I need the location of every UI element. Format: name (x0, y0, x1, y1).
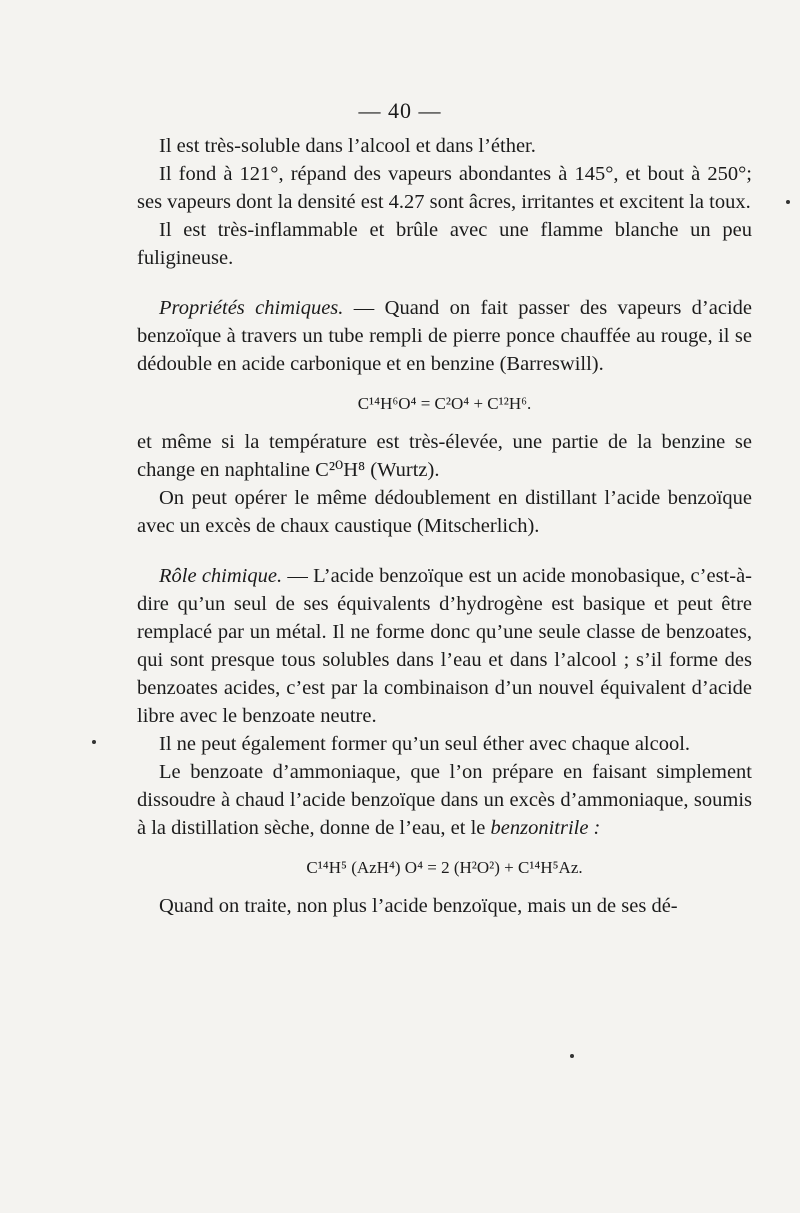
benzonitrile-term: benzonitrile : (490, 817, 601, 839)
paragraph-flammability: Il est très-inflammable et brûle avec une flamme blanche un peu fuligineuse. (137, 219, 752, 269)
ammonium-benzoate-text: Le benzoate d’ammoniaque, que l’on prépare en faisant simplement dissoudre à chaud l’acide benzoïque dans un excès d’ammoniaque, soumis à la distillation sèche, donne de l’eau, et le (137, 761, 752, 839)
paragraph-ether: Il ne peut également former qu’un seul éther avec chaque alcool. (159, 733, 691, 755)
print-speck (92, 740, 96, 744)
heading-chemical-role: Rôle chimique. (159, 565, 283, 587)
page-number: — 40 — (358, 98, 442, 123)
paragraph-lime: On peut opérer le même dédoublement en distillant l’acide benzoïque avec un excès de chaux caustique (Mitscherlich). (137, 487, 752, 537)
paragraph-naphthalene: et même si la température est très-élevée, une partie de la benzine se change en naphtaline C²⁰H⁸ (Wurtz). (137, 431, 752, 481)
paragraph-chemical-role (137, 562, 752, 730)
paragraph-melting: Il fond à 121°, répand des vapeurs abondantes à 145°, et bout à 250°; ses vapeurs dont la densité est 4.27 sont âcres, irritantes et excitent la toux. (137, 163, 752, 213)
paragraph-chemical-properties (137, 294, 752, 378)
chemical-properties-text: — Quand on fait passer des vapeurs d’acide benzoïque à travers un tube rempli de pierre ponce chauffée au rouge, il se dédouble en acide carbonique et en benzine (Barreswill). (137, 297, 752, 375)
formula-decomposition: C¹⁴H⁶O⁴ = C²O⁴ + C¹²H⁶. (357, 394, 532, 413)
chemical-role-text: — L’acide benzoïque est un acide monobasique, c’est-à-dire qu’un seul de ses équivalents d’hydrogène est basique et peut être remplacé par un métal. Il ne forme donc qu’une seule classe de benzoates, qui sont presque tous solubles dans l’eau et dans l’alcool ; s’il forme des benzoates acides, c’est par la combinaison d’un nouvel équivalent d’acide libre avec le benzoate neutre. (137, 565, 752, 727)
print-speck (570, 1054, 574, 1058)
paragraph-ammonium-benzoate (137, 758, 752, 842)
paragraph-solubility: Il est très-soluble dans l’alcool et dans l’éther. (159, 135, 536, 157)
heading-chemical-properties: Propriétés chimiques. (159, 297, 344, 319)
body-text (137, 132, 752, 920)
paragraph-continued: Quand on traite, non plus l’acide benzoïque, mais un de ses dé- (159, 895, 678, 917)
print-speck (786, 200, 790, 204)
formula-benzonitrile: C¹⁴H⁵ (AzH⁴) O⁴ = 2 (H²O²) + C¹⁴H⁵Az. (306, 858, 583, 877)
